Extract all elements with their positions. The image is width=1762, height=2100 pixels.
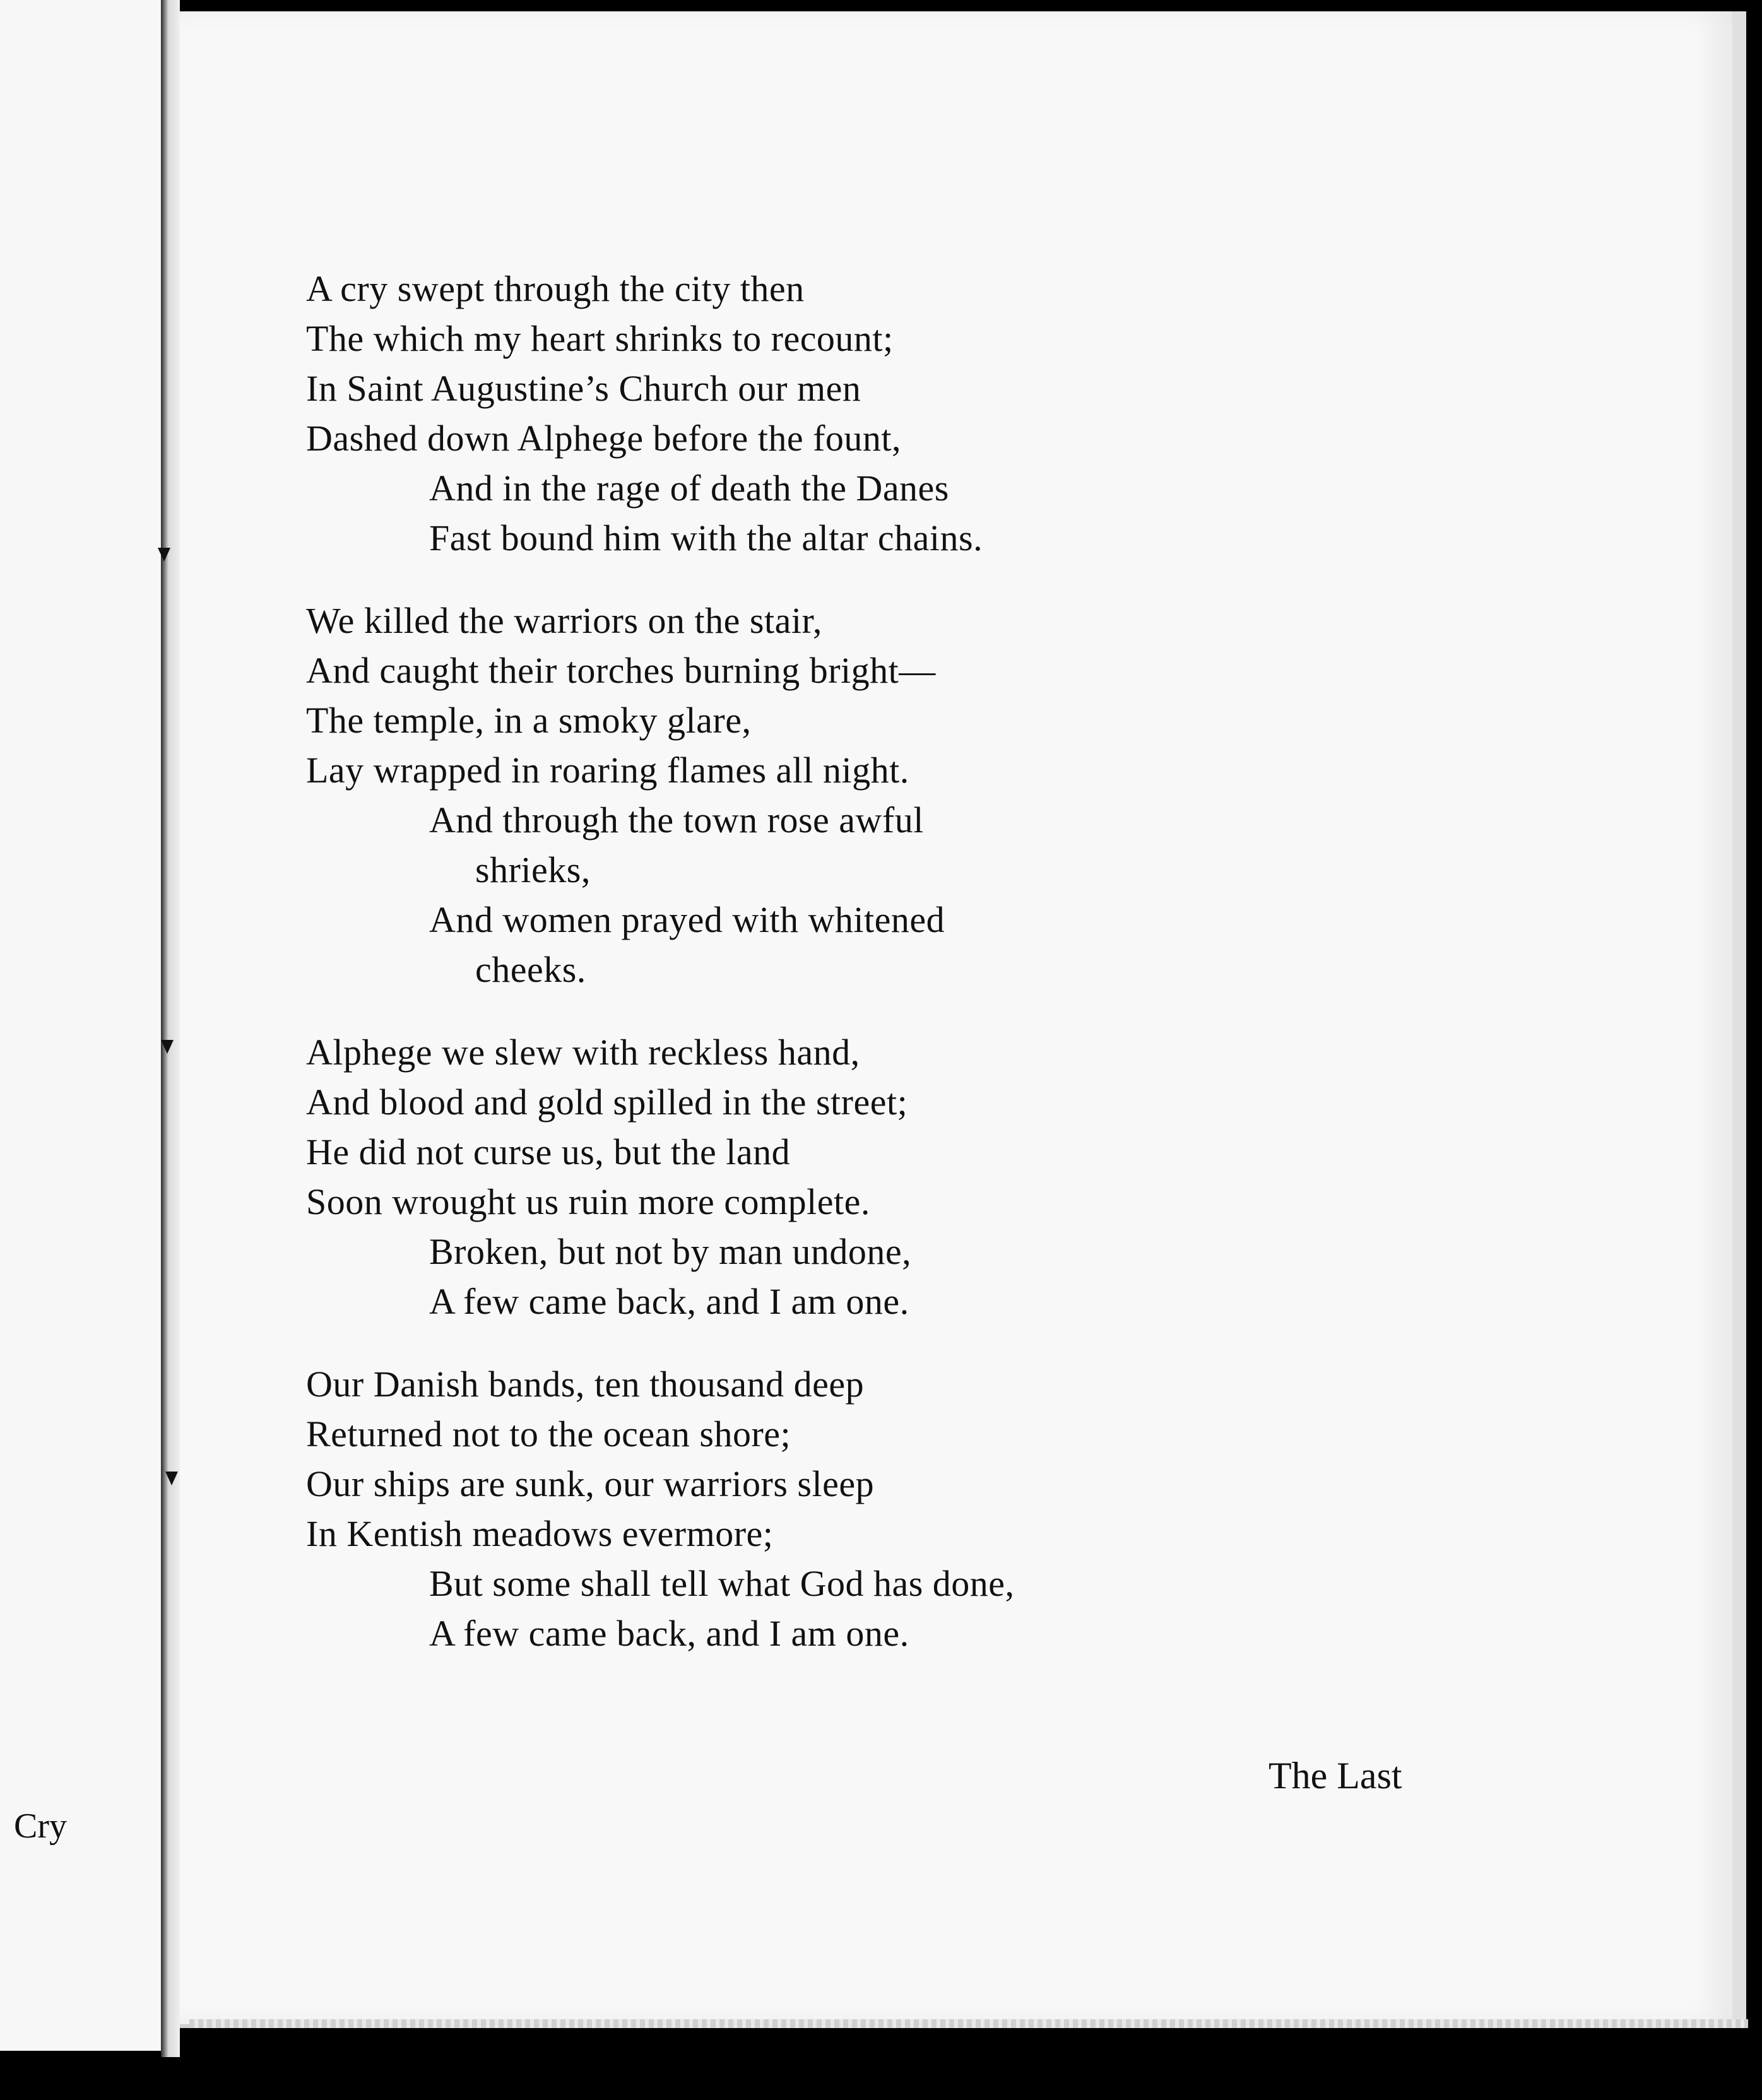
poem-line: Our Danish bands, ten thousand deep <box>306 1364 865 1405</box>
poem-line: Returned not to the ocean shore; <box>306 1413 791 1454</box>
poem-line: Dashed down Alphege before the fount, <box>306 418 902 459</box>
right-running-head: The Last <box>1268 1755 1402 1796</box>
poem-line: A few came back, and I am one. <box>429 1613 909 1654</box>
poem-line: Alphege we slew with reckless hand, <box>306 1032 860 1073</box>
poem-line: And women prayed with whitened <box>429 899 945 940</box>
poem-line: Our ships are sunk, our warriors sleep <box>306 1463 875 1504</box>
poem-line: shrieks, <box>475 849 591 890</box>
poem-line: In Saint Augustine’s Church our men <box>306 368 861 409</box>
poem-line: The which my heart shrinks to recount; <box>306 318 894 359</box>
stanza <box>306 1027 1190 1326</box>
poem-line: The temple, in a smoky glare, <box>306 700 752 741</box>
poem-line: Broken, but not by man undone, <box>429 1231 912 1272</box>
poem-line: He did not curse us, but the land <box>306 1131 791 1172</box>
poem-line: But some shall tell what God has done, <box>429 1563 1015 1604</box>
poem-line: And in the rage of death the Danes <box>429 468 949 509</box>
poem-line: A cry swept through the city then <box>306 268 805 309</box>
binding-thread-mark <box>165 1472 178 1485</box>
stanza <box>306 596 1190 994</box>
left-running-head: Cry <box>14 1807 67 1846</box>
poem-line: Lay wrapped in roaring flames all night. <box>306 750 909 791</box>
poem-line: And blood and gold spilled in the street; <box>306 1082 908 1123</box>
poem-line: Fast bound him with the altar chains. <box>429 517 983 558</box>
stanza <box>306 264 1190 563</box>
binding-thread-mark <box>158 548 170 562</box>
stanza <box>306 1359 1190 1658</box>
poem-line: We killed the warriors on the stair, <box>306 600 822 641</box>
poem-line: Soon wrought us ruin more complete. <box>306 1181 870 1222</box>
binding-thread-mark <box>161 1040 174 1054</box>
poem-line: In Kentish meadows evermore; <box>306 1513 774 1554</box>
poem-text <box>306 264 1190 1691</box>
poem-line: A few came back, and I am one. <box>429 1281 909 1322</box>
left-page <box>0 0 163 2051</box>
page-edge <box>189 2019 1748 2028</box>
poem-line: cheeks. <box>475 949 586 990</box>
book-spine <box>161 0 180 2057</box>
poem-line: And through the town rose awful <box>429 799 924 841</box>
poem-line: And caught their torches burning bright— <box>306 650 936 691</box>
